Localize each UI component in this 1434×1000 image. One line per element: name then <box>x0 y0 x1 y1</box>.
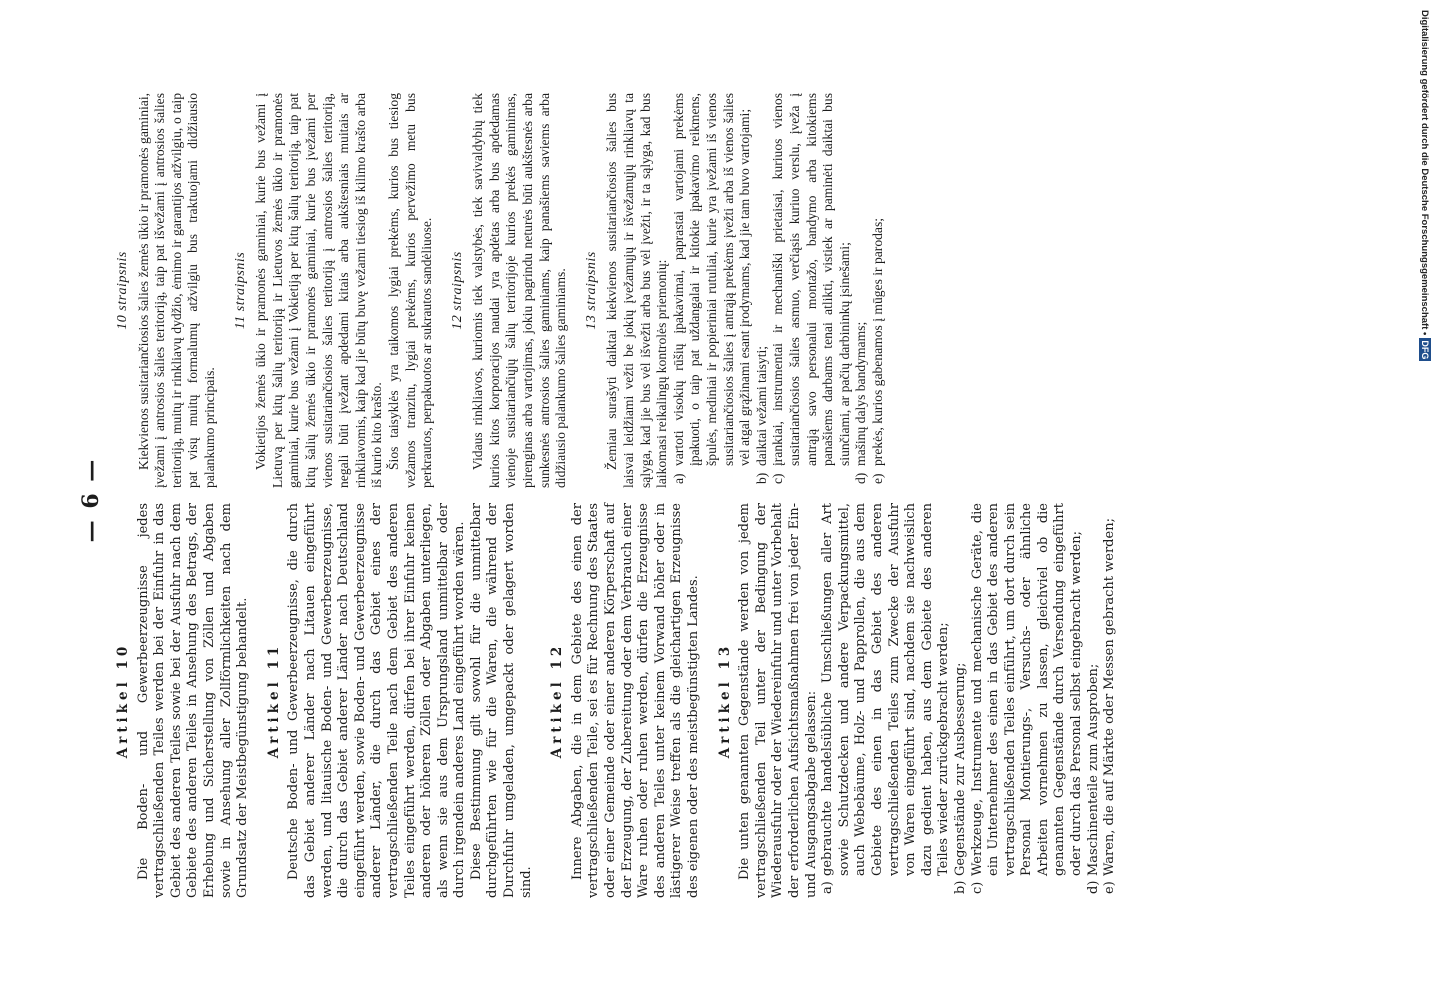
article-heading: 12 straipsnis <box>449 251 465 330</box>
item-marker: d) <box>1085 880 1101 894</box>
article-paragraph: Innere Abgaben, die in dem Gebiete des einen der vertragschließenden Teile, sei es für Rechnung des Staates oder einer Gemeinde oder einer anderen Körperschaft auf der Erzeugung, der Zubereitung oder dem Verbrauch einer Ware ruhen oder ruhen werden, dürfen die Erzeugnisse des anderen Teiles unter keinem Vorwand höher oder in lästigerer Weise treffen als die gleichartigen Erzeugnisse des eigenen oder des meistbegünstigten Landes. <box>569 503 701 898</box>
article-paragraph: Vokietijos žemės ūkio ir pramonės gaminiai, kurie bus vežami į Lietuvą per kitų šalių teritoriją ir Lietuvos žemės ūkio ir pramonės gaminiai, kurie bus vežami į Vokietiją per kitų šalių teritoriją, taip pat kitų šalių žemės ūkio ir pramonės gaminiai, kurie bus įvežami per vienos susitariančiosios šalies teritoriją į antrosios šalies teritoriją, negali būti įvežant apdedami kitais arba aukštesniais muitais ar rinkliavomis, kaip kad jie būtų buvę vežami tiesiog iš kilimo krašto arba iš kurio kito krašto. <box>253 93 385 488</box>
article-heading: 10 straipsnis <box>115 251 130 330</box>
item-text: mašinų dalys bandymams; <box>853 321 869 466</box>
credit-text: Digitalisierung gefördert durch die Deutsche Forschungsgemeinschaft • <box>1419 10 1431 336</box>
lithuanian-column <box>115 93 901 488</box>
article-heading: Artikel 13 <box>716 642 733 759</box>
item-marker: e) <box>869 473 885 484</box>
item-marker: e) <box>1102 881 1118 894</box>
item-marker: d) <box>853 472 869 484</box>
item-text: gebrauchte handelsübliche Umschließungen aller Art sowie Schutzdecken und andere Verpackungsmittel, auch Webebäume, Holz- und Papprollen, die aus dem Gebiete des einen in das Gebiet des anderen vertragschließenden Teiles zum Zwecke der Ausfuhr von Waren eingeführt sind, nachdem sie nachweislich dazu gedient haben, aus dem Gebiete des anderen Teiles wieder zurückgebracht werden; <box>820 503 952 876</box>
article-13-de <box>717 503 1119 898</box>
list-item <box>1086 503 1103 898</box>
article-heading: 13 straipsnis <box>583 251 599 330</box>
article-11-de <box>266 503 536 898</box>
item-text: Werkzeuge, Instrumente und mechanische Geräte, die ein Unternehmer des einen in das Gebiet des anderen vertragschließenden Teiles einführt, um dort durch sein Personal Montierungs-, Versuchs- oder ähnliche Arbeiten vornehmen zu lassen, gleichviel ob die genannten Gegenstände durch Versendung eingeführt oder durch das Personal selbst eingebracht werden; <box>969 503 1085 876</box>
article-11-lt <box>233 93 436 488</box>
article-12-de <box>549 503 702 898</box>
article-heading: Artikel 11 <box>265 642 282 759</box>
article-paragraph: Vidaus rinkliavos, kuriomis tiek valstybės, tiek savivaldybių tiek kurios kitos korporacijos naudai yra apdėtas arba bus apdedamas vienoje susitariančiųjų šalių teritorijoje kurios prekės gaminimas, pirenginas arba vartojimas, jokiu pagrindu neturės būti aukštesnės arba sunkesnės antrosios šalies gaminiams, kaip panašiems saviems arba didžiausio palankumo šalies gaminiams. <box>470 93 569 488</box>
article-paragraph: Die unten genannten Gegenstände werden von jedem vertragschließenden Teil unter der Bedingung der Wiederausfuhr oder der Wiedereinfuhr und unter Vorbehalt der erforderlichen Aufsichtsmaßnahmen frei von jeder Ein- und Ausgangsabgabe gelassen: <box>737 503 819 898</box>
list-item <box>870 93 887 488</box>
article-paragraph: Šios taisyklės yra taikomos lygiai prekėms, kurios bus tiesiog vežamos tranzitu, lygiai prekėms, kurios pervežimo metu bus perkrautos, perpakuotos ar sukrautos sandėliuose. <box>385 93 435 488</box>
item-text: Maschinenteile zum Ausproben; <box>1085 663 1101 876</box>
item-list <box>671 93 887 488</box>
dfg-logo: DFG <box>1420 340 1430 360</box>
german-column <box>115 503 1133 898</box>
article-10-lt <box>115 93 219 488</box>
list-item <box>754 93 771 488</box>
list-item <box>970 503 1086 898</box>
list-item <box>953 503 970 898</box>
list-item <box>853 93 870 488</box>
article-13-lt <box>584 93 887 488</box>
article-heading: Artikel 10 <box>115 642 131 759</box>
list-item <box>1102 503 1119 898</box>
item-text: Waren, die auf Märkte oder Messen gebracht werden; <box>1102 518 1118 876</box>
article-10-de <box>115 503 252 898</box>
item-marker: b) <box>753 472 769 484</box>
item-marker: a) <box>820 881 836 894</box>
article-paragraph: Diese Bestimmung gilt sowohl für die unmittelbar durchgeführten wie für die Waren, die während der Durchfuhr umgeladen, umgepackt oder gelagert worden sind. <box>468 503 534 898</box>
article-paragraph: Deutsche Boden- und Gewerbeerzeugnisse, die durch das Gebiet anderer Länder nach Litauen eingeführt werden, und litauische Boden- und Gewerbeerzeugnisse, die durch das Gebiet anderer Länder nach Deutschland eingeführt werden, sowie Boden- und Gewerbeerzeugnisse anderer Länder, die durch das Gebiet eines der vertragschließenden Teile nach dem Gebiet des anderen Teiles eingeführt werden, dürfen bei ihrer Einfuhr keinen anderen oder höheren Zöllen oder Abgaben unterliegen, als wenn sie aus dem Ursprungsland unmittelbar oder durch irgendein anderes Land eingeführt worden wären. <box>286 503 468 898</box>
list-item <box>820 503 953 898</box>
item-text: Gegenstände zur Ausbesserung; <box>952 662 968 876</box>
article-paragraph: Die Boden- und Gewerbeerzeugnisse jedes vertragschließenden Teiles werden bei der Einfuhr in das Gebiet des anderen Teiles sowie bei der Ausfuhr nach dem Gebiete des anderen Teiles in Ansehung des Betrags, der Erhebung und Sicherstellung von Zöllen und Abgaben sowie in Ansehung aller Zollförmlichkeiten nach dem Grundsatz der Meistbegünstigung behandelt. <box>135 503 251 898</box>
item-text: įrankiai, instrumentai ir mechaniški prietaisai, kuriuos vienos susitariančiosios šalies asmuo, verčiąsis kuriuo verslu, įveža į antrąją savo personalui montažo, bandymo arba kitokiems panašiems darbams tenai atlikti, vistiek ar paminėti daiktai bus siunčiami, ar pačių darbininkų įsinešami; <box>770 93 852 466</box>
item-marker: c) <box>770 473 786 484</box>
list-item <box>770 93 853 488</box>
item-marker: c) <box>969 881 985 894</box>
item-text: prekės, kurios gabenamos į mūges ir parodas; <box>869 217 885 466</box>
page-number: — 6 — <box>78 457 104 543</box>
list-item <box>671 93 754 488</box>
digitization-credit <box>1418 10 1432 390</box>
article-paragraph: Kiekvienos susitariančiosios šalies žemės ūkio ir pramonės gaminiai, įvežami į antrosios šalies teritoriją, taip pat išvežami į antrosios šalies teritoriją, muitų ir rinkliavų dydžio, ėmimo ir garantijos atžvilgiu, o taip pat visų muitų formalumų atžvilgiu bus traktuojami didžiausio palankumo principais. <box>135 93 217 488</box>
item-marker: b) <box>952 880 968 894</box>
item-marker: a) <box>670 473 686 484</box>
item-list <box>820 503 1119 898</box>
item-text: vartoti visokių rūšių įpakavimai, paprastai vartojami prekėms įpakuoti, o taip pat uždangalai ir kitokie įpakavimo reikmens, špulės, mediniai ir popieriniai rutuliai, kurie yra įvežami iš vienos susitariančiosios šalies į antrąją prekėms įvežti arba iš vienos šalies vėl atgal grąžinami esant įrodymams, kad jie tam buvo vartojami; <box>670 93 753 466</box>
article-12-lt <box>450 93 570 488</box>
article-heading: Artikel 12 <box>549 642 566 759</box>
article-heading: 11 straipsnis <box>232 251 248 330</box>
item-text: daiktai vežami taisyti; <box>753 345 769 466</box>
article-paragraph: Žemiau surašyti daiktai kiekvienos susitariančiosios šalies bus laisvai leidžiami vežti be jokių įvežamųjų ir išvežamųjų rinkliavų ta sąlyga, kad jie bus vėl išvežti arba bus vėl įvežti, ir ta sąlyga, kad bus laikomasi reikalingų kontrolės priemonių: <box>604 93 670 488</box>
